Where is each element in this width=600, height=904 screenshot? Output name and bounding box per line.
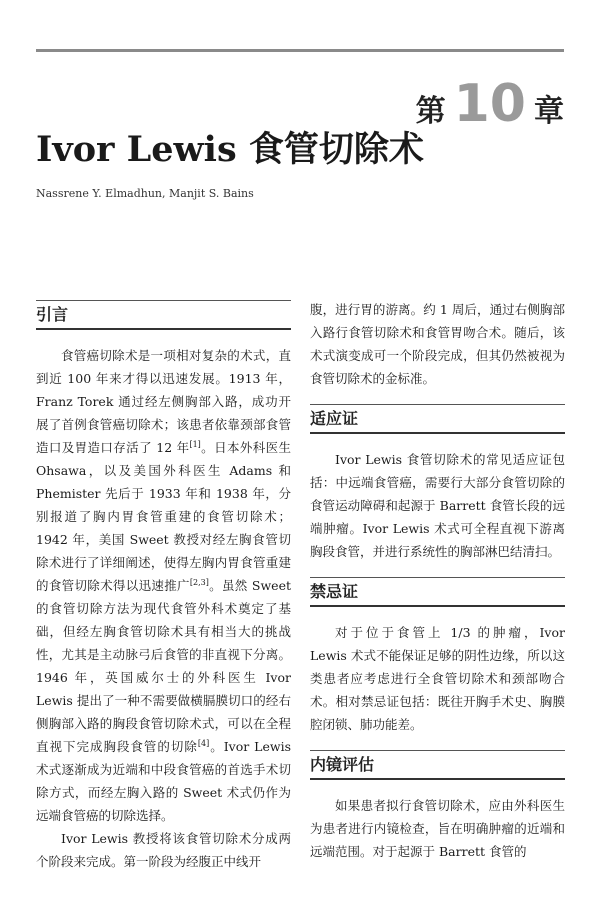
chapter-label	[415, 74, 564, 134]
citation-ref: [1]	[189, 439, 201, 449]
right-column	[310, 298, 565, 863]
section-heading-text: 适应证	[310, 409, 359, 428]
chapter-number: 10	[453, 74, 526, 134]
section-heading-text: 内镜评估	[310, 755, 375, 774]
citation-ref: [2,3]	[189, 577, 209, 587]
indications-paragraph: Ivor Lewis 食管切除术的常见适应证包括：中远端食管癌，需要行大部分食管切除的食管运动障碍和起源于 Barrett 食管长段的远端肿瘤。Ivor Lewis 术式可全程直视下游离胸段食管，并进行系统性的胸部淋巴结清扫。	[310, 452, 565, 559]
chapter-title: Ivor Lewis 食管切除术	[36, 129, 424, 170]
citation-ref: [4]	[197, 738, 210, 748]
top-rule	[36, 49, 564, 52]
section-heading-text: 禁忌证	[310, 582, 359, 601]
section-heading-contraindications	[310, 577, 565, 607]
intro-paragraph-2: Ivor Lewis 教授将该食管切除术分成两个阶段来完成。第一阶段为经腹正中线开	[36, 831, 291, 869]
section-heading-indications	[310, 404, 565, 434]
section-heading-introduction	[36, 300, 291, 330]
left-column	[36, 300, 291, 873]
authors: Nassrene Y. Elmadhun, Manjit S. Bains	[36, 187, 254, 200]
section-heading-text: 引言	[36, 305, 69, 324]
endoscopy-paragraph: 如果患者拟行食管切除术，应由外科医生为患者进行内镜检查，旨在明确肿瘤的近端和远端范围。对于起源于 Barrett 食管的	[310, 798, 565, 859]
contraindications-paragraph: 对于位于食管上 1/3 的肿瘤，Ivor Lewis 术式不能保证足够的阴性边缘，所以这类患者应考虑进行全食管切除术和颈部吻合术。相对禁忌证包括：既往开胸手术史、胸膜腔闭锁、肺功能差。	[310, 625, 565, 732]
intro-continued: 腹，进行胃的游离。约 1 周后，通过右侧胸部入路行食管切除术和食管胃吻合术。随后，该术式演变成可一个阶段完成，但其仍然被视为食管切除术的金标准。	[310, 302, 565, 386]
chapter-suffix: 章	[534, 94, 564, 129]
intro-paragraph-1: 食管癌切除术是一项相对复杂的术式，直到近 100 年来才得以迅速发展。1913 年，Franz Torek 通过经左侧胸部入路，成功开展了首例食管癌切除术；该患者依靠颈部食管造口及胃造口存活了 12 年[1]。日本外科医生 Ohsawa，以及美国外科医生 Adams 和 Phemister 先后于 1933 年和 1938 年，分别报道了胸内胃食管重建的食管切除术；1942 年，美国 Sweet 教授对经左胸食管切除术进行了详细阐述，使得左胸内胃食管重建的食管切除术得以迅速推广[2,3]。虽然 Sweet 的食管切除方法为现代食管外科术奠定了基础，但经左胸食管切除术具有相当大的挑战性，尤其是主动脉弓后食管的非直视下分离。1946 年，英国威尔士的外科医生 Ivor Lewis 提出了一种不需要做横膈膜切口的经右侧胸部入路的胸段食管切除术式，可以在全程直视下完成胸段食管的切除[4]。Ivor Lewis 术式逐渐成为近端和中段食管癌的首选手术切除方式，而经左胸入路的 Sweet 术式仍作为远端食管癌的切除选择。	[36, 348, 291, 823]
chapter-prefix: 第	[415, 94, 446, 129]
section-heading-endoscopy	[310, 750, 565, 780]
